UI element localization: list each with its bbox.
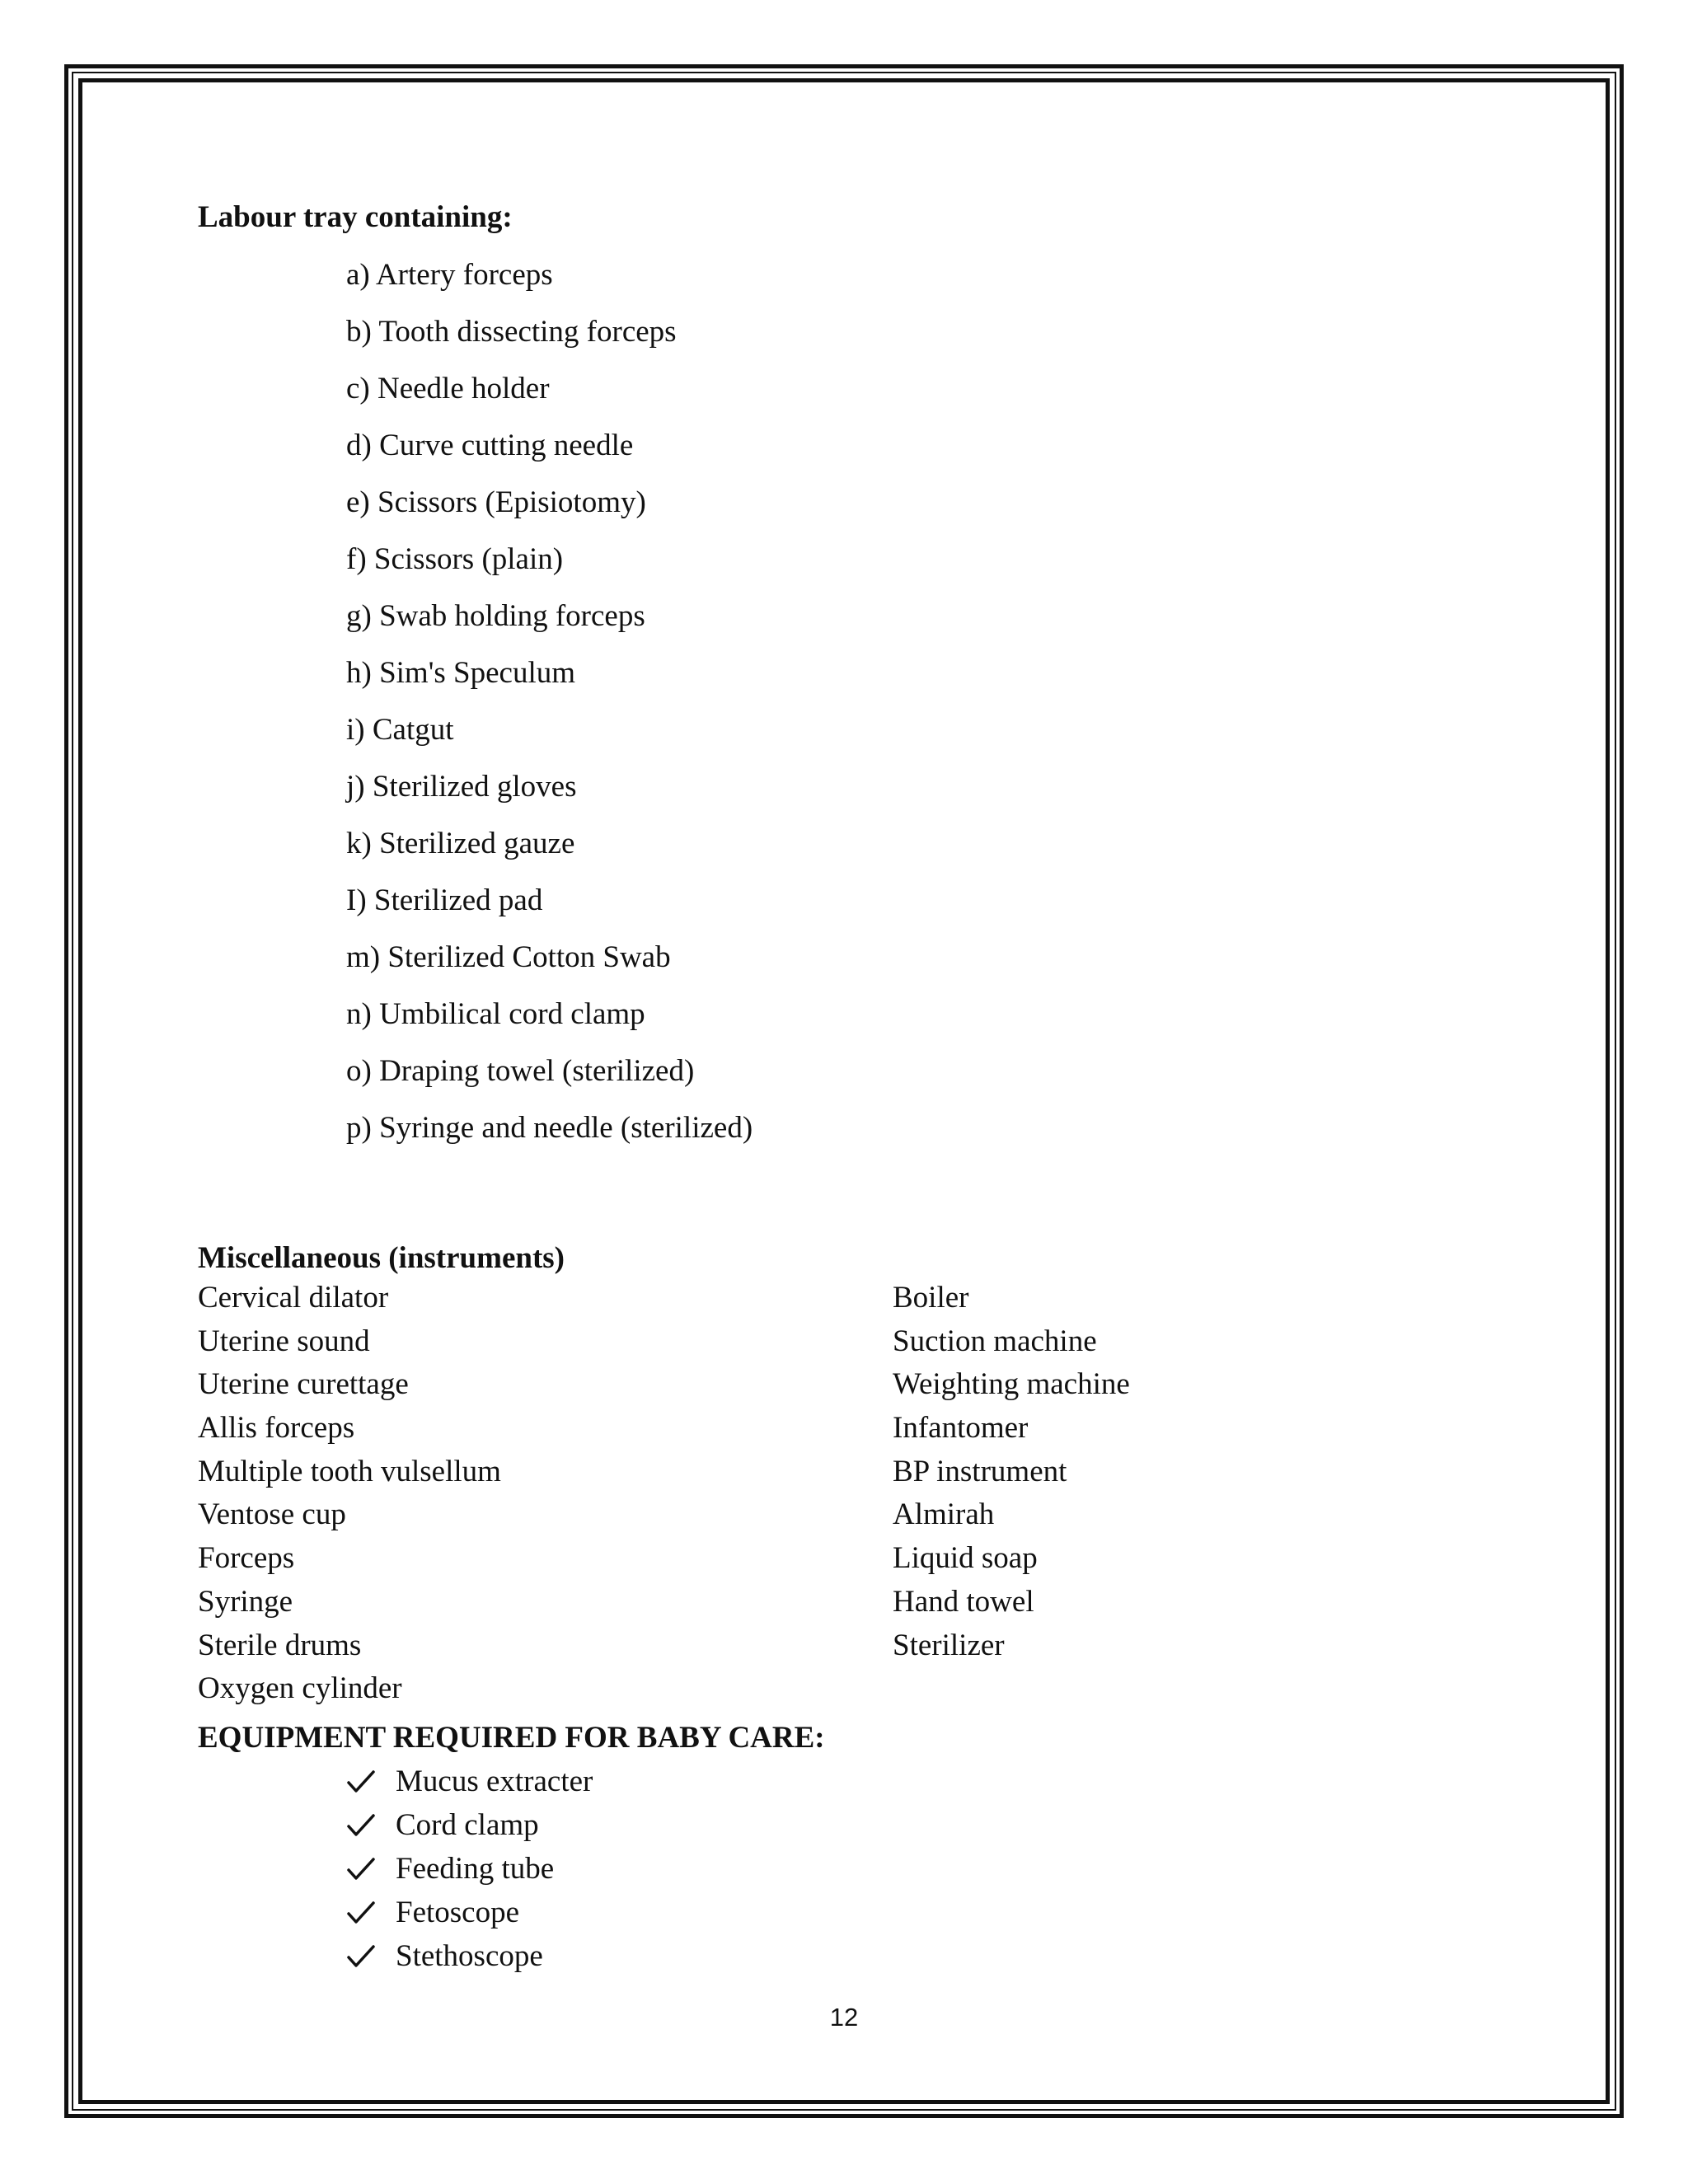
check-icon	[346, 1944, 376, 1969]
list-item: b) Tooth dissecting forceps	[346, 315, 677, 349]
baby-care-list	[346, 1760, 593, 1978]
list-item	[346, 1804, 593, 1848]
page-number: 12	[829, 2003, 859, 2032]
list-item-label: Feeding tube	[396, 1851, 555, 1886]
list-item: c) Needle holder	[346, 372, 550, 405]
list-item: Sterilizer	[893, 1628, 1005, 1662]
list-item: Weighting machine	[893, 1367, 1130, 1402]
list-item: Boiler	[893, 1281, 969, 1315]
labour-tray-list	[346, 258, 753, 1168]
list-item: e) Scissors (Episiotomy)	[346, 485, 646, 519]
list-item: o) Draping towel (sterilized)	[346, 1054, 695, 1088]
baby-care-heading: EQUIPMENT REQUIRED FOR BABY CARE:	[198, 1721, 825, 1755]
list-item: Ventose cup	[198, 1497, 346, 1532]
list-item: Sterile drums	[198, 1628, 362, 1662]
list-item-label: Mucus extracter	[396, 1765, 593, 1799]
check-icon	[346, 1813, 376, 1838]
list-item: h) Sim's Speculum	[346, 656, 576, 690]
list-item: g) Swab holding forceps	[346, 599, 645, 633]
list-item: j) Sterilized gloves	[346, 770, 577, 804]
list-item: Uterine sound	[198, 1324, 370, 1358]
list-item: Hand towel	[893, 1584, 1034, 1619]
list-item	[346, 1891, 593, 1934]
list-item: Uterine curettage	[198, 1367, 409, 1402]
list-item	[346, 1760, 593, 1804]
check-icon	[346, 1900, 376, 1925]
page-border-inner	[78, 78, 1610, 2104]
miscellaneous-right-column	[893, 1280, 1130, 1671]
list-item: Forceps	[198, 1541, 295, 1576]
list-item: n) Umbilical cord clamp	[346, 997, 645, 1031]
list-item: Oxygen cylinder	[198, 1671, 402, 1706]
list-item: m) Sterilized Cotton Swab	[346, 940, 671, 974]
list-item	[346, 1934, 593, 1978]
list-item: Liquid soap	[893, 1541, 1038, 1576]
list-item: i) Catgut	[346, 713, 454, 747]
list-item: k) Sterilized gauze	[346, 827, 575, 860]
list-item: d) Curve cutting needle	[346, 429, 634, 462]
miscellaneous-heading: Miscellaneous (instruments)	[198, 1241, 565, 1275]
labour-tray-heading: Labour tray containing:	[198, 200, 513, 234]
list-item-label: Fetoscope	[396, 1895, 520, 1929]
list-item: Almirah	[893, 1497, 995, 1532]
list-item: f) Scissors (plain)	[346, 542, 564, 576]
list-item: Syringe	[198, 1584, 293, 1619]
list-item: BP instrument	[893, 1454, 1067, 1488]
list-item: p) Syringe and needle (sterilized)	[346, 1111, 753, 1145]
list-item-label: Cord clamp	[396, 1808, 539, 1843]
list-item: a) Artery forceps	[346, 258, 553, 292]
list-item: Multiple tooth vulsellum	[198, 1454, 501, 1488]
list-item: Cervical dilator	[198, 1281, 389, 1315]
check-icon	[346, 1769, 376, 1794]
list-item: Suction machine	[893, 1324, 1097, 1358]
list-item-label: Stethoscope	[396, 1938, 543, 1973]
list-item: Allis forceps	[198, 1411, 355, 1446]
list-item: I) Sterilized pad	[346, 883, 543, 917]
check-icon	[346, 1857, 376, 1882]
list-item	[346, 1848, 593, 1891]
list-item: Infantomer	[893, 1411, 1029, 1446]
miscellaneous-left-column	[198, 1280, 501, 1714]
